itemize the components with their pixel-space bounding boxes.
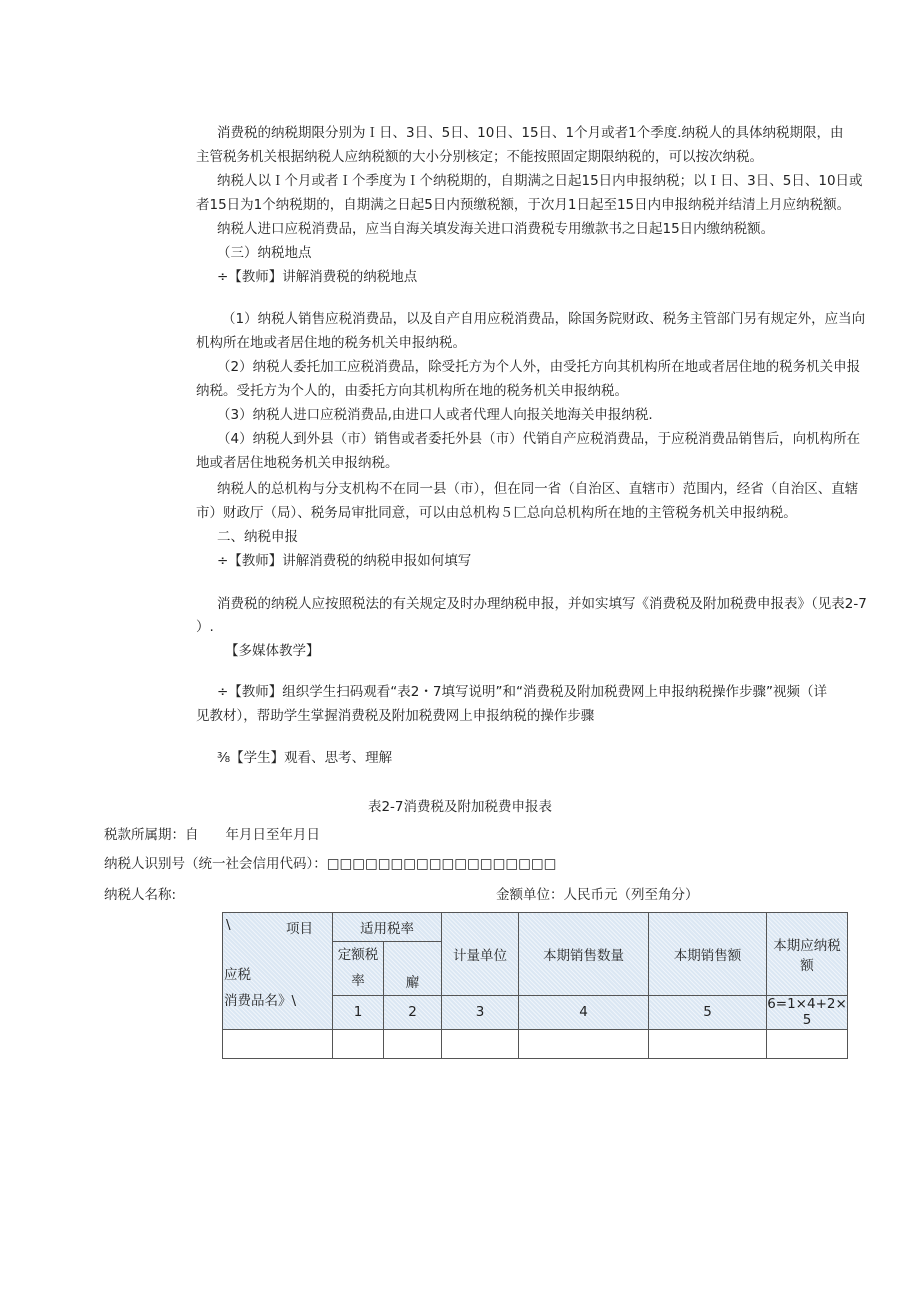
amount-unit: 金额单位：人民币元（列至角分） — [496, 887, 699, 903]
index-cell: 1 — [333, 995, 384, 1029]
corner-header-cell — [223, 913, 333, 1030]
quota-rate-line1: 定额税 — [337, 947, 379, 964]
table-cell — [333, 1030, 384, 1059]
corner-slash: \ — [226, 917, 231, 933]
paragraph-line: 主管税务机关根据纳税人应纳税额的大小分别核定；不能按照固定期限纳税的，可以按次纳税。 — [196, 149, 763, 165]
paragraph-line: 机构所在地或者居住地的税务机关申报纳税。 — [196, 335, 466, 351]
formula-line2: 5 — [802, 1012, 812, 1029]
formula-line1: 6=1×4+2× — [767, 996, 847, 1013]
section-heading: 二、纳税申报 — [217, 529, 298, 545]
table-cell — [442, 1030, 519, 1059]
paragraph-line: （3）纳税人进口应税消费品,由进口人或者代理人向报关地海关申报纳税. — [217, 407, 653, 423]
quota-rate-line2: 率 — [351, 973, 365, 990]
paragraph-line: 地或者居住地税务机关申报纳税。 — [196, 455, 399, 471]
index-cell: 2 — [384, 995, 442, 1029]
paragraph-line: （2）纳税人委托加工应税消费品，除受托方为个人外，由受托方向其机构所在地或者居住地的税务机关申报 — [217, 359, 861, 375]
taxpayer-name: 纳税人名称: — [104, 887, 177, 903]
tax-payable-header: 本期应纳税额 — [767, 913, 848, 996]
table-cell — [384, 1030, 442, 1059]
sales-amount-header: 本期销售额 — [649, 913, 767, 996]
applicable-rate-header: 适用税率 — [333, 913, 442, 942]
section-heading: （三）纳税地点 — [217, 245, 312, 261]
teacher-note: ÷【教师】讲解消费税的纳税地点 — [217, 269, 418, 285]
paragraph-line: （1）纳税人销售应税消费品，以及自产自用应税消费品，除国务院财政、税务主管部门另有规定外，应当向 — [222, 311, 866, 327]
unit-header: 计量单位 — [442, 913, 519, 996]
paragraph-line: 者15日为1个纳税期的，自期满之日起5日内预缴税额，于次月1日起至15日内申报纳税并结清上月应纳税额。 — [196, 197, 851, 213]
multimedia-heading: 【多媒体教学】 — [225, 643, 320, 659]
quota-rate-header — [333, 942, 384, 995]
table-cell — [767, 1030, 848, 1059]
paragraph-line: 纳税人以Ｉ个月或者Ｉ个季度为Ｉ个纳税期的，自期满之日起15日内申报纳税；以Ｉ日、3日、5日、10日或 — [217, 173, 863, 189]
tax-return-table — [222, 912, 848, 1059]
table-cell — [649, 1030, 767, 1059]
table-cell — [519, 1030, 649, 1059]
table-cell — [223, 1030, 333, 1059]
paragraph-line: 见教材），帮助学生掌握消费税及附加税费网上申报纳税的操作步骤 — [196, 708, 595, 724]
tax-period: 税款所属期：自 年月日至年月日 — [104, 827, 320, 843]
paragraph-line: 纳税。受托方为个人的，由委托方向其机构所在地的税务机关申报纳税。 — [196, 383, 628, 399]
ad-valorem-header: 廨 — [384, 942, 442, 995]
teacher-note: ÷【教师】组织学生扫码观看“表2・7填写说明”和“消费税及附加税费网上申报纳税操作步骤”视频（详 — [217, 684, 827, 700]
paragraph-line: 纳税人的总机构与分支机构不在同一县（市），但在同一省（自治区、直辖市）范围内，经省（自治区、直辖 — [217, 481, 859, 497]
paragraph-line: ）. — [196, 619, 214, 635]
taxpayer-id: 纳税人识别号（统一社会信用代码）：□□□□□□□□□□□□□□□□□□ — [104, 856, 557, 872]
paragraph-line: 纳税人进口应税消费品，应当自海关填发海关进口消费税专用缴款书之日起15日内缴纳税额。 — [217, 221, 775, 237]
corner-taxable-label: 应税 — [224, 967, 251, 983]
formula-cell — [767, 995, 848, 1029]
index-cell: 5 — [649, 995, 767, 1029]
index-cell: 3 — [442, 995, 519, 1029]
paragraph-line: （4）纳税人到外县（市）销售或者委托外县（市）代销自产应税消费品，于应税消费品销售后，向机构所在 — [217, 431, 861, 447]
paragraph-line: 消费税的纳税期限分别为Ｉ日、3日、5日、10日、15日、1个月或者1个季度.纳税人的具体纳税期限，由 — [217, 125, 844, 141]
paragraph-line: 市）财政厅（局）、税务局审批同意，可以由总机构５匚总向总机构所在地的主管税务机关申报纳税。 — [196, 505, 797, 521]
sales-qty-header: 本期销售数量 — [519, 913, 649, 996]
student-note: ⅜【学生】观看、思考、理解 — [217, 750, 393, 766]
index-cell: 4 — [519, 995, 649, 1029]
corner-goods-label: 消费品名》\ — [224, 993, 297, 1009]
teacher-note: ÷【教师】讲解消费税的纳税申报如何填写 — [217, 553, 472, 569]
paragraph-line: 消费税的纳税人应按照税法的有关规定及时办理纳税申报，并如实填写《消费税及附加税费申报表》（见表2-7 — [217, 596, 867, 612]
table-caption: 表2-7消费税及附加税费申报表 — [367, 799, 553, 815]
corner-item-label: 项目 — [286, 921, 313, 937]
